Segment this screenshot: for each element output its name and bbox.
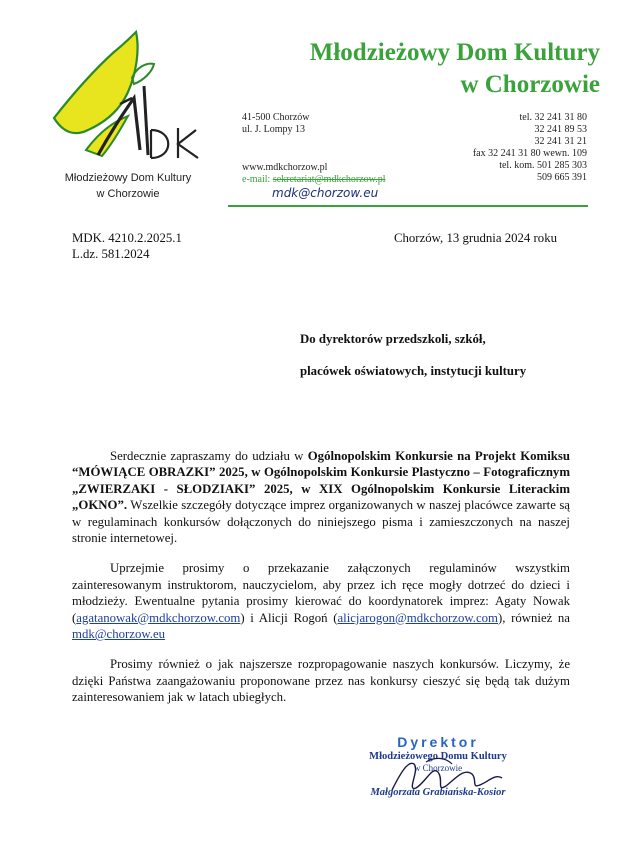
addressee-line2: placówek oświatowych, instytucji kultury	[300, 364, 527, 378]
phone-line: 32 241 89 53	[534, 124, 587, 135]
phone-line: fax 32 241 31 80 wewn. 109	[472, 148, 587, 159]
email-label: e-mail:	[242, 174, 271, 185]
phone-line: 509 665 391	[537, 172, 587, 183]
logo-name-line2: w Chorzowie	[96, 188, 160, 200]
title-line2: w Chorzowie	[460, 71, 600, 98]
p2-text-b: ) i Alicji Rogoń (	[240, 610, 338, 625]
letter-body	[72, 448, 570, 706]
logo-name-line1: Młodzieżowy Dom Kultury	[64, 172, 192, 184]
stamp-title: Dyrektor	[397, 734, 479, 750]
email-handwritten: mdk@chorzow.eu	[272, 186, 379, 200]
paragraph-invitation	[72, 448, 570, 546]
email-row	[242, 174, 386, 186]
phone-line: tel. kom. 501 285 303	[499, 160, 587, 171]
paragraph-promotion: Prosimy również o jak najszersze rozpropagowanie naszych konkursów. Liczymy, że dzięki Państwa zaangażowaniu proponowane przez nas konkursy cieszyć się będą tak dużym zainteresowaniem jak w latach ubiegłych.	[72, 657, 570, 705]
addressee-line1: Do dyrektorów przedszkoli, szkół,	[300, 332, 486, 346]
title-line1: Młodzieżowy Dom Kultury	[309, 39, 600, 66]
p1-text-c: Wszelkie szczegóły dotyczące imprez organizowanych w naszej placówce zawarte są w regulaminach konkursów dołączonych do niniejszego pisma i zamieszczonych na naszej stronie internetowej.	[72, 498, 570, 546]
p1-text-a: Serdecznie zapraszamy do udziału w	[110, 449, 308, 463]
phone-list	[473, 112, 587, 184]
stamp-org-line1: Młodzieżowego Domu Kultury	[369, 751, 507, 762]
stamp-name: Małgorzata Grabiańska-Kosior	[370, 787, 506, 798]
p2-text-c: ), również na	[498, 610, 570, 625]
email-link-nowak[interactable]: agatanowak@mdkchorzow.com	[76, 610, 241, 625]
website-link[interactable]: www.mdkchorzow.pl	[242, 162, 328, 173]
stamp-org-line2: w Chorzowie	[413, 763, 463, 773]
phone-line: 32 241 31 21	[534, 136, 587, 147]
paragraph-request	[72, 560, 570, 642]
signature-stamp	[338, 734, 538, 808]
address-line2: ul. J. Lompy 13	[242, 124, 306, 135]
address-line1: 41-500 Chorzów	[242, 112, 310, 123]
email-link-mdk[interactable]: mdk@chorzow.eu	[72, 627, 166, 642]
handwritten-signature-icon	[386, 752, 506, 798]
p1-contest-names: Ogólnopolskim Konkursie na Projekt Komiksu “MÓWIĄCE OBRAZKI” 2025, w Ogólnopolskim Konkursie Plastyczno – Fotograficznym „ZWIERZAKI - SŁODZIAKI” 2025, w XIX Ogólnopolskim Konkursie Literackim „OKNO”.	[72, 449, 570, 513]
header-divider	[228, 205, 588, 207]
phone-line: tel. 32 241 31 80	[519, 112, 587, 123]
email-link-rogon[interactable]: alicjarogon@mdkchorzow.com	[337, 610, 499, 625]
email-struck: sekretariat@mdkchorzow.pl	[272, 174, 386, 185]
logo-caption	[48, 170, 208, 202]
place-date: Chorzów, 13 grudnia 2024 roku	[393, 231, 557, 245]
case-number: MDK. 4210.2.2025.1	[72, 231, 182, 245]
ldz-number: L.dz. 581.2024	[72, 247, 150, 261]
p2-text-a: Uprzejmie prosimy o przekazanie załączonych regulaminów wszystkim zainteresowanym instruktorom, nauczycielom, aby przez ich ręce mogły dotrzeć do dzieci i młodzieży. Ewentualne pytania prosimy kierować do koordynatorek imprez: Agaty Nowak (	[72, 561, 570, 625]
